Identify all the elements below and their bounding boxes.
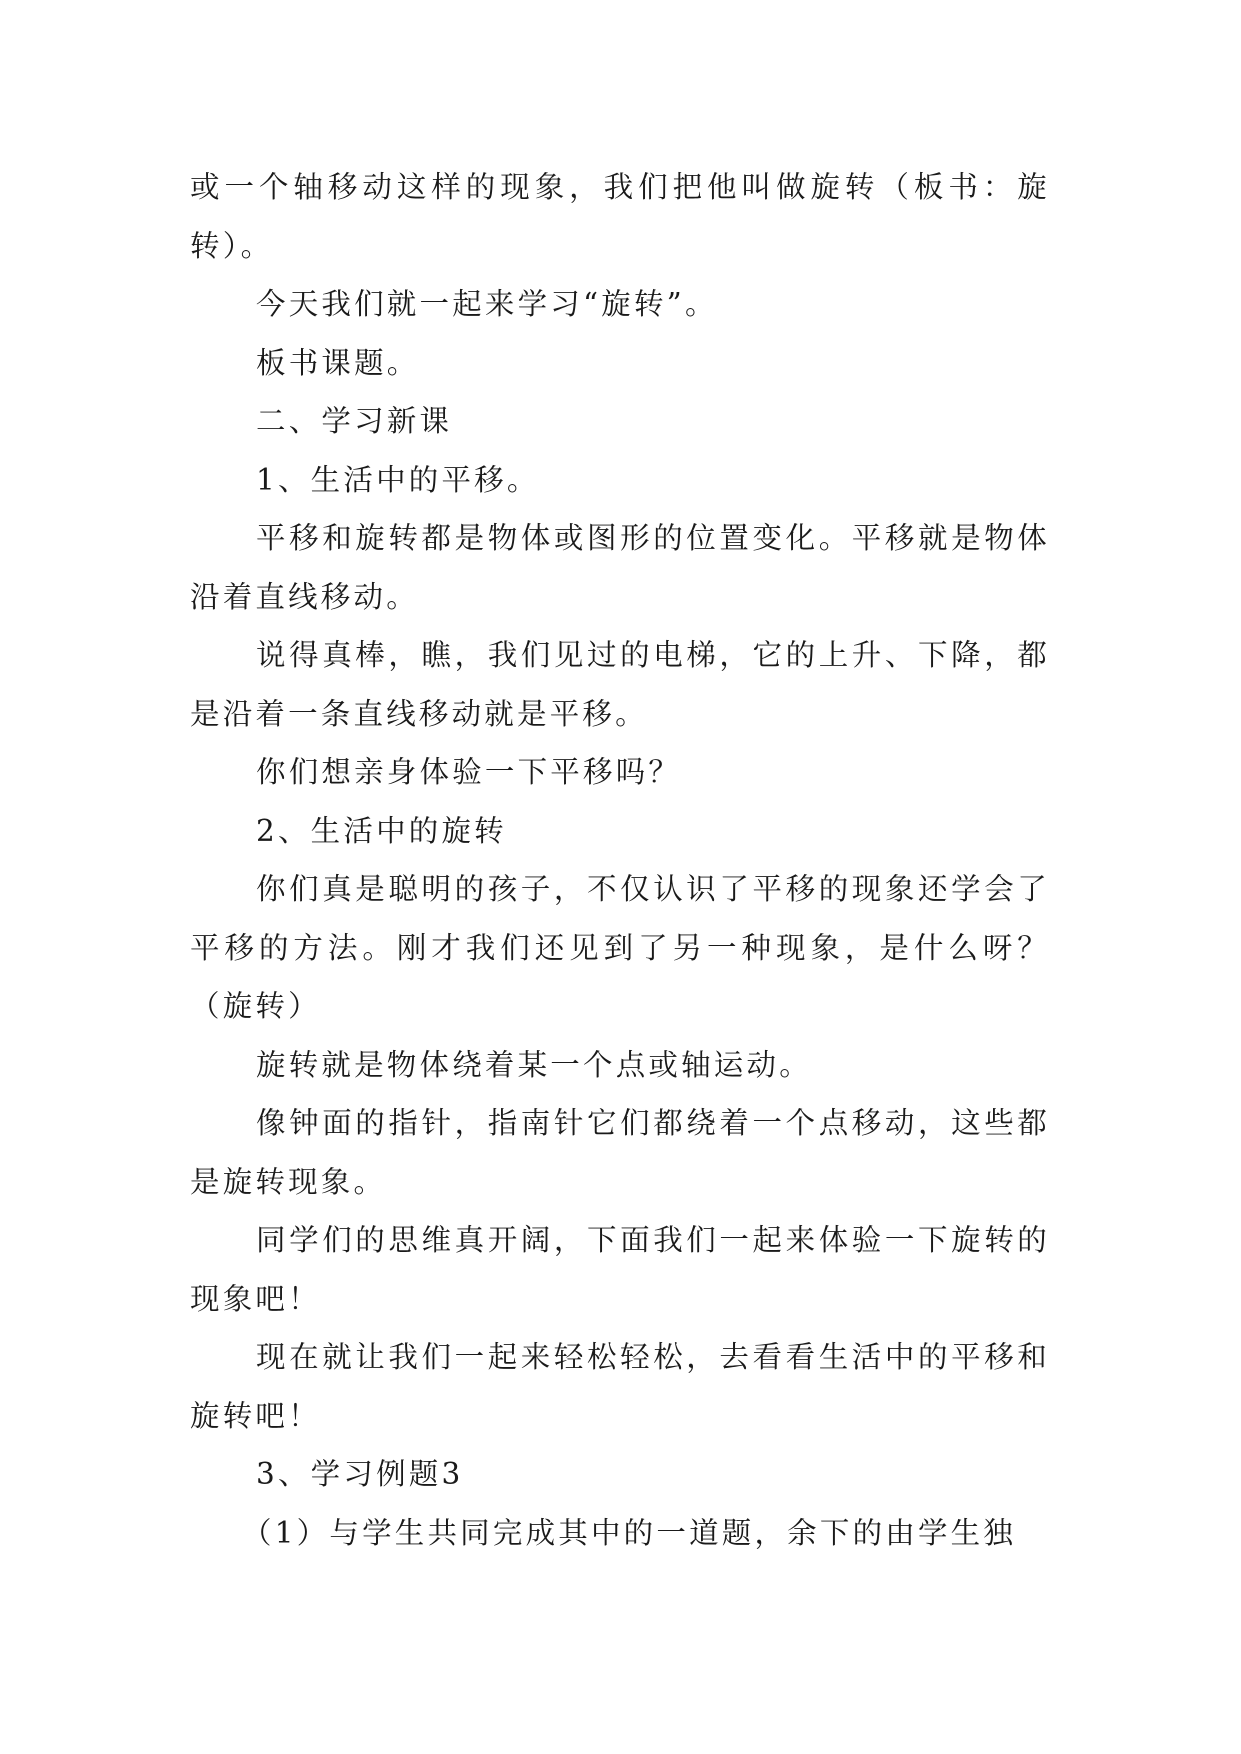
paragraph: 你们想亲身体验一下平移吗？ — [256, 755, 682, 789]
paragraph: （1）与学生共同完成其中的一道题，余下的由学生独 — [242, 1515, 1017, 1550]
subsection-heading: 1、生活中的平移。 — [256, 462, 540, 497]
paragraph: 你们真是聪明的孩子，不仅认识了平移的现象还学会了平移的方法。刚才我们还见到了另一种现象，是什么呀？（旋转） — [190, 872, 1050, 1023]
paragraph: 平移和旋转都是物体或图形的位置变化。平移就是物体沿着直线移动。 — [190, 521, 1050, 614]
paragraph: 现在就让我们一起来轻松轻松，去看看生活中的平移和旋转吧！ — [190, 1340, 1050, 1433]
paragraph: 旋转就是物体绕着某一个点或轴运动。 — [256, 1047, 812, 1082]
subsection-heading: 2、生活中的旋转 — [256, 813, 507, 848]
paragraph: 像钟面的指针，指南针它们都绕着一个点移动，这些都是旋转现象。 — [190, 1106, 1050, 1199]
section-heading: 二、学习新课 — [256, 404, 453, 438]
subsection-heading: 3、学习例题3 — [256, 1457, 464, 1491]
paragraph: 说得真棒，瞧，我们见过的电梯，它的上升、下降，都是沿着一条直线移动就是平移。 — [190, 638, 1050, 731]
paragraph: 或一个轴移动这样的现象，我们把他叫做旋转（板书：旋转）。 — [190, 170, 1050, 263]
paragraph: 板书课题。 — [256, 345, 420, 380]
document-body — [190, 158, 1050, 1562]
paragraph: 今天我们就一起来学习“旋转”。 — [256, 287, 718, 321]
paragraph: 同学们的思维真开阔，下面我们一起来体验一下旋转的现象吧！ — [190, 1223, 1050, 1316]
